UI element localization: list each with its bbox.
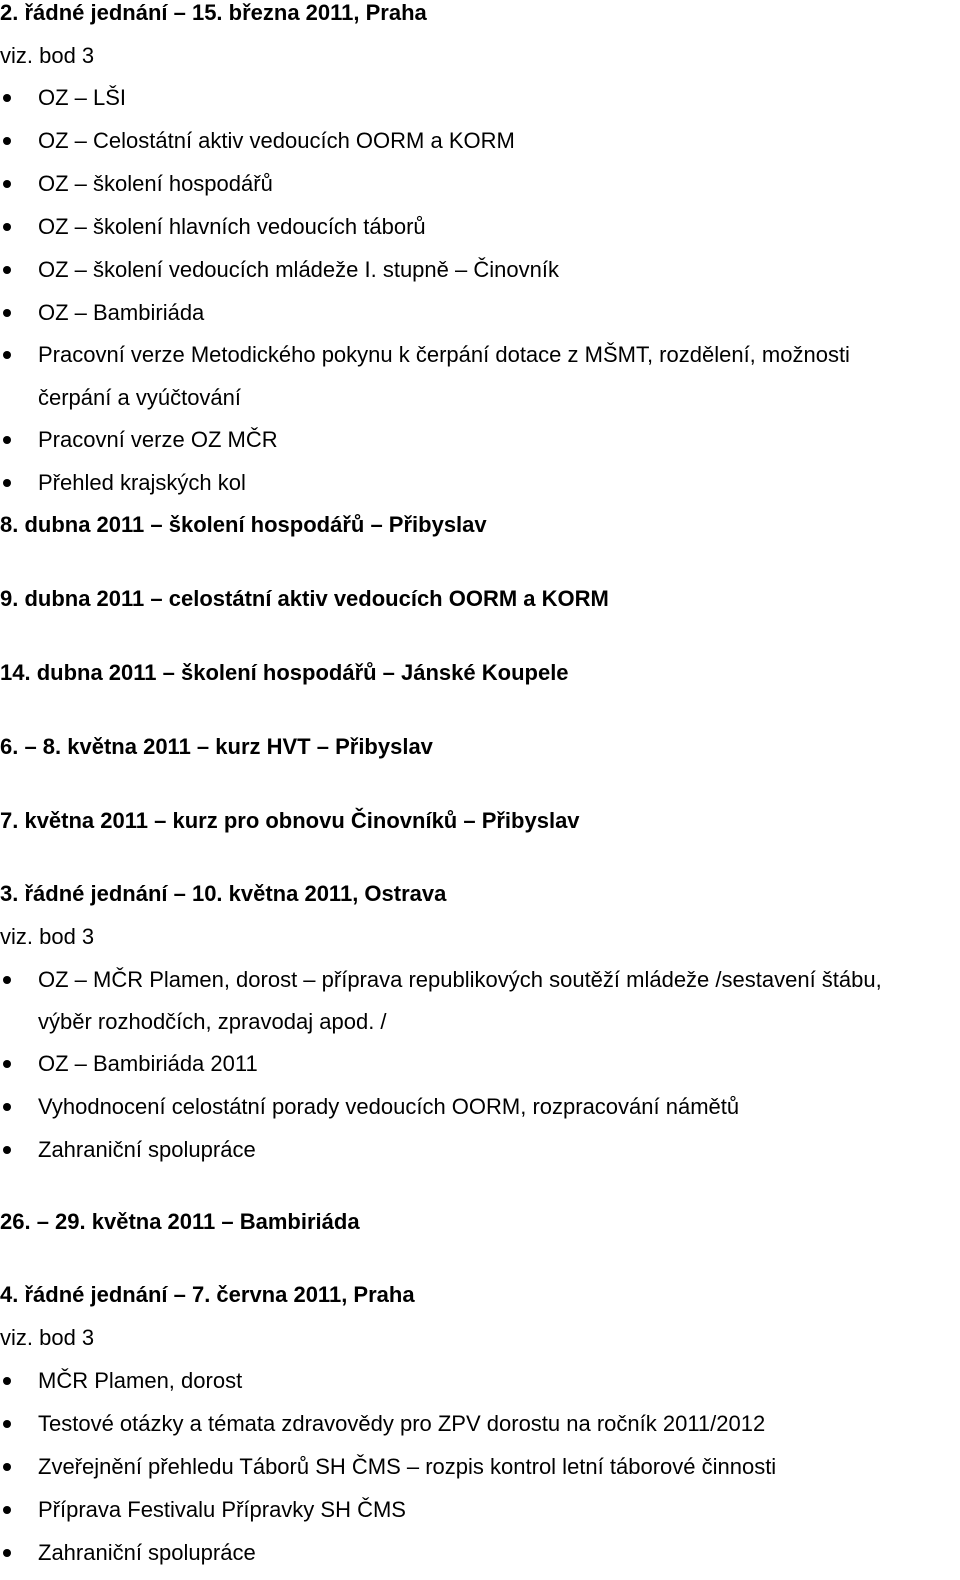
list-item: OZ – MČR Plamen, dorost – příprava republikových soutěží mládeže /sestavení štábu, xyxy=(38,967,882,992)
meeting-ref-3: viz. bod 3 xyxy=(0,924,95,949)
list-item: Pracovní verze Metodického pokynu k čerpání dotace z MŠMT, rozdělení, možnosti xyxy=(38,342,850,367)
event-line: 26. – 29. května 2011 – Bambiriáda xyxy=(0,1209,360,1234)
list-item: MČR Plamen, dorost xyxy=(38,1368,243,1393)
bullet-icon xyxy=(3,479,11,487)
bullet-icon xyxy=(3,1463,11,1471)
bullet-icon xyxy=(3,1060,11,1068)
bullet-icon xyxy=(3,976,11,984)
event-line: 9. dubna 2011 – celostátní aktiv vedoucích OORM a KORM xyxy=(0,586,609,611)
bullet-icon xyxy=(3,266,11,274)
list-item: Vyhodnocení celostátní porady vedoucích OORM, rozpracování námětů xyxy=(38,1094,740,1119)
bullet-icon xyxy=(3,309,11,317)
event-line: 8. dubna 2011 – školení hospodářů – Přibyslav xyxy=(0,512,487,537)
bullet-icon xyxy=(3,436,11,444)
meeting-heading-2: 2. řádné jednání – 15. března 2011, Praha xyxy=(0,0,427,25)
bullet-icon xyxy=(3,1377,11,1385)
meeting-heading-3: 3. řádné jednání – 10. května 2011, Ostrava xyxy=(0,881,447,906)
bullet-icon xyxy=(3,1103,11,1111)
list-item: OZ – Bambiriáda xyxy=(38,300,205,325)
bullet-icon xyxy=(3,1146,11,1154)
list-item: Pracovní verze OZ MČR xyxy=(38,427,278,452)
list-item: OZ – LŠI xyxy=(38,85,127,110)
bullet-icon xyxy=(3,1420,11,1428)
meeting-ref-2: viz. bod 3 xyxy=(0,43,95,68)
event-line: 14. dubna 2011 – školení hospodářů – Jánské Koupele xyxy=(0,660,569,685)
list-item: Zahraniční spolupráce xyxy=(38,1137,256,1162)
bullet-icon xyxy=(3,137,11,145)
list-item: Zahraniční spolupráce xyxy=(38,1540,256,1565)
event-line: 7. května 2011 – kurz pro obnovu Činovníků – Přibyslav xyxy=(0,808,580,833)
bullet-icon xyxy=(3,1506,11,1514)
list-item: Přehled krajských kol xyxy=(38,470,246,495)
list-item: OZ – Bambiriáda 2011 xyxy=(38,1051,258,1076)
list-item: Testové otázky a témata zdravovědy pro ZPV dorostu na ročník 2011/2012 xyxy=(38,1411,766,1436)
list-item: OZ – školení hospodářů xyxy=(38,171,273,196)
bullet-icon xyxy=(3,180,11,188)
list-item: OZ – školení vedoucích mládeže I. stupně – Činovník xyxy=(38,257,559,282)
list-item: Příprava Festivalu Přípravky SH ČMS xyxy=(38,1497,406,1522)
list-item: OZ – školení hlavních vedoucích táborů xyxy=(38,214,426,239)
event-line: 6. – 8. května 2011 – kurz HVT – Přibyslav xyxy=(0,734,433,759)
bullet-icon xyxy=(3,1549,11,1557)
bullet-icon xyxy=(3,94,11,102)
list-item: Zveřejnění přehledu Táborů SH ČMS – rozpis kontrol letní táborové činnosti xyxy=(38,1454,777,1479)
bullet-icon xyxy=(3,351,11,359)
meeting-heading-4: 4. řádné jednání – 7. června 2011, Praha xyxy=(0,1282,415,1307)
list-item-continuation: čerpání a vyúčtování xyxy=(38,385,242,410)
list-item: OZ – Celostátní aktiv vedoucích OORM a KORM xyxy=(38,128,515,153)
list-item-continuation: výběr rozhodčích, zpravodaj apod. / xyxy=(38,1009,387,1034)
meeting-ref-4: viz. bod 3 xyxy=(0,1325,95,1350)
bullet-icon xyxy=(3,223,11,231)
